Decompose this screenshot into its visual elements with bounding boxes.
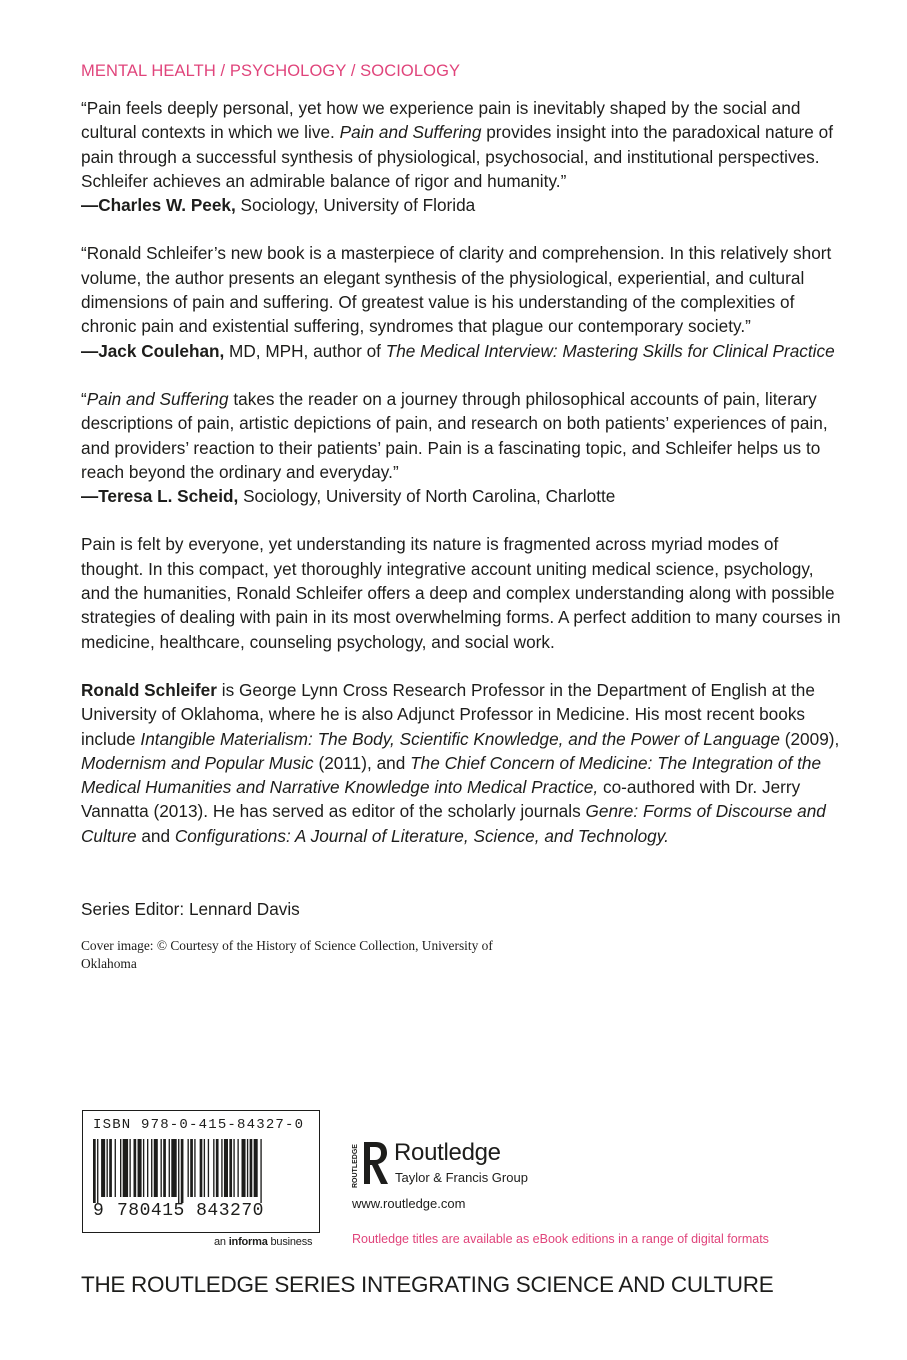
informa-business-note	[214, 1236, 312, 1248]
barcode-bar	[123, 1139, 128, 1197]
barcode-first-digit: 9	[93, 1201, 104, 1221]
barcode-bar	[171, 1139, 176, 1197]
barcode-bar	[213, 1139, 214, 1197]
isbn-barcode	[82, 1110, 320, 1233]
isbn-label: ISBN 978-0-415-84327-0	[93, 1117, 305, 1133]
barcode-bar	[107, 1139, 108, 1197]
review-2-affiliation: MD, MPH, author of	[224, 340, 386, 361]
book-description: Pain is felt by everyone, yet understanding its nature is fragmented across myriad modes of thought. In this compact, yet thoroughly integrative account uniting medical science, psychology, and the humanities, Ronald Schleifer offers a deep and complex understanding along with possible strategies of dealing with pain in its most overwhelming forms. A perfect addition to many courses in medicine, healthcare, counseling psychology, and social work.	[81, 534, 841, 652]
barcode-bar	[147, 1139, 148, 1197]
barcode-bar	[93, 1139, 96, 1203]
barcode-bar	[134, 1139, 137, 1197]
review-1-reviewer: —Charles W. Peek,	[81, 195, 236, 216]
barcode-bar	[190, 1139, 193, 1197]
barcode-bar	[109, 1139, 112, 1197]
author-bio-block	[81, 678, 841, 848]
barcode-digits: 780415 843270	[117, 1201, 264, 1221]
publisher-group: Taylor & Francis Group	[395, 1170, 528, 1185]
barcode-bar	[250, 1139, 253, 1197]
review-1-quote-a: “Pain feels deeply personal, yet how we experience pain is inevitably shaped by the social and cultural contexts in which we live.	[81, 98, 801, 143]
barcode-bar	[188, 1139, 189, 1197]
informa-bold: informa	[228, 1236, 268, 1248]
barcode-bar	[178, 1139, 179, 1203]
author-name: Ronald Schleifer	[81, 679, 217, 700]
review-1-book-title: Pain and Suffering	[339, 122, 482, 143]
series-editor: Series Editor: Lennard Davis	[81, 899, 300, 920]
barcode-bar	[151, 1139, 152, 1197]
barcode-bar	[101, 1139, 105, 1197]
review-2-work: The Medical Interview: Mastering Skills for Clinical Practice	[385, 340, 835, 361]
subject-category: MENTAL HEALTH / PSYCHOLOGY / SOCIOLOGY	[81, 62, 461, 80]
author-book-2: Modernism and Popular Music	[81, 752, 314, 773]
barcode-bar	[242, 1139, 246, 1197]
author-journal-1: Genre: Forms of Discourse and Culture	[81, 801, 826, 846]
review-3-affiliation: Sociology, University of North Carolina, Charlotte	[238, 486, 616, 507]
review-3-quote	[81, 387, 841, 484]
barcode-bar	[237, 1139, 238, 1197]
review-3-attribution	[81, 484, 841, 508]
review-2	[81, 241, 841, 362]
barcode-bar	[224, 1139, 228, 1197]
author-bio-text-5: and	[136, 825, 175, 846]
barcode-bar	[221, 1139, 222, 1197]
cover-image-credit: Cover image: © Courtesy of the History of Science Collection, University of Oklahoma	[81, 938, 493, 971]
barcode-bar	[120, 1139, 121, 1197]
barcode-bar	[216, 1139, 219, 1197]
review-2-reviewer: —Jack Coulehan,	[81, 340, 225, 361]
barcode-bar	[163, 1139, 166, 1197]
description-block	[81, 532, 841, 653]
author-journal-2: Configurations: A Journal of Literature, Science, and Technology.	[174, 825, 669, 846]
barcode-bar	[143, 1139, 144, 1197]
barcode-bar	[97, 1139, 98, 1203]
author-bio-text-1: is George Lynn Cross Research Professor in the Department of English at the University of Oklahoma, where he is also Adjunct Professor in Medicine. His most recent books include	[81, 679, 815, 749]
routledge-logo-text: ROUTLEDGE	[352, 1144, 359, 1188]
barcode-bar	[129, 1139, 130, 1197]
informa-prefix: an	[214, 1236, 229, 1248]
publisher-name: Routledge	[394, 1139, 501, 1166]
review-3-book-title: Pain and Suffering	[86, 388, 229, 409]
back-cover-content	[81, 62, 841, 972]
author-bio	[81, 678, 841, 848]
barcode-bars	[91, 1139, 311, 1203]
review-1-attribution	[81, 193, 841, 217]
author-bio-text-2: (2009),	[779, 728, 840, 749]
barcode-bar	[254, 1139, 258, 1197]
barcode-bar	[204, 1139, 205, 1197]
review-3	[81, 387, 841, 508]
barcode-bar	[154, 1139, 158, 1197]
author-bio-text-4: co-authored with Dr. Jerry Vannatta (2013). He has served as editor of the scholarly journals	[81, 777, 801, 822]
review-1-quote	[81, 96, 841, 193]
barcode-bar	[169, 1139, 170, 1197]
barcode-bar	[233, 1139, 234, 1197]
review-2-attribution	[81, 339, 841, 363]
barcode-bar	[194, 1139, 195, 1197]
review-1	[81, 96, 841, 217]
routledge-logo-icon	[351, 1138, 391, 1190]
barcode-bar	[200, 1139, 203, 1197]
author-book-1: Intangible Materialism: The Body, Scientific Knowledge, and the Power of Language	[140, 728, 780, 749]
barcode-bar	[181, 1139, 184, 1203]
review-3-quote-b: takes the reader on a journey through philosophical accounts of pain, literary descriptions of pain, artistic depictions of pain, and research on both patients’ experiences of pain, and providers’ reaction to their patients’ pain. Pain is a fascinating topic, and Schleifer helps us to reach beyond the ordinary and everyday.”	[81, 388, 828, 482]
review-1-affiliation: Sociology, University of Florida	[235, 195, 476, 216]
author-book-3: The Chief Concern of Medicine: The Integration of the Medical Humanities and Narrative Knowledge into Medical Practice,	[81, 752, 822, 798]
barcode-bar	[260, 1139, 261, 1203]
informa-suffix: business	[267, 1236, 313, 1248]
barcode-bar	[247, 1139, 248, 1197]
review-3-quote-open: “	[81, 388, 87, 409]
barcode-bar	[138, 1139, 142, 1197]
barcode-bar	[208, 1139, 209, 1197]
barcode-bar	[161, 1139, 162, 1197]
barcode-bar	[229, 1139, 232, 1197]
review-1-quote-b: provides insight into the paradoxical nature of pain through a successful synthesis of physiological, psychosocial, and institutional perspectives. Schleifer achieves an admirable balance of rigor and humanity.”	[81, 122, 834, 191]
review-3-reviewer: —Teresa L. Scheid,	[81, 486, 239, 507]
series-title: THE ROUTLEDGE SERIES INTEGRATING SCIENCE AND CULTURE	[81, 1272, 774, 1297]
ebook-availability-note: Routledge titles are available as eBook editions in a range of digital formats	[352, 1232, 769, 1246]
author-bio-text-3: (2011), and	[313, 752, 411, 773]
barcode-bar	[115, 1139, 116, 1197]
review-2-quote: “Ronald Schleifer’s new book is a masterpiece of clarity and comprehension. In this relatively short volume, the author presents an elegant synthesis of the physiological, experiential, and cultural dimensions of pain and suffering. Of greatest value is his understanding of the complexities of chronic pain and existential suffering, syndromes that plague our contemporary society.”	[81, 243, 832, 337]
publisher-url[interactable]: www.routledge.com	[352, 1196, 466, 1211]
